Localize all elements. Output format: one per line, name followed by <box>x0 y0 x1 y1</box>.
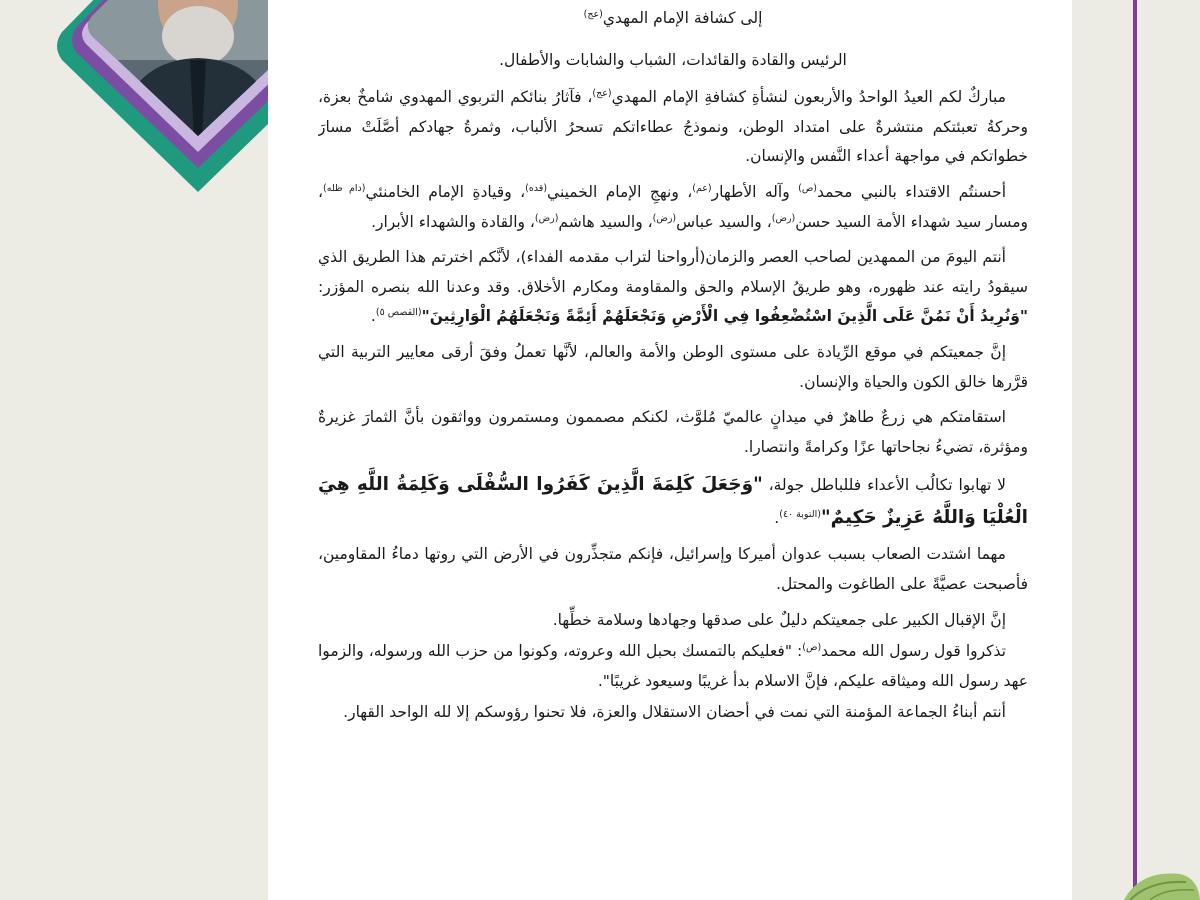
paragraph-2: أحسنتُم الاقتداء بالنبي محمد$^{(ص)}$ وآله الأطهار$^{(عم)}$، ونهجِ الإمام الخميني$^{(قده)}$، وقيادةِ الإمام الخامنئي$^{(دام ظله)}$، ومسار سيد شهداء الأمة السيد حسن$^{(رض)}$، والسيد عباس$^{(رض)}$، والسيد هاشم$^{(رض)}$، والقادة والشهداء الأبرار. <box>318 182 1028 231</box>
paragraph-8: إنَّ الإقبال الكبير على جمعيتكم دليلٌ على صدقها وجهادها وسلامة خطِّها. <box>552 610 1006 629</box>
verse-reference: (التوبة ٤٠) <box>779 509 821 521</box>
purple-margin-rule <box>1133 0 1137 900</box>
paragraph-5: استقامتكم هي زرعٌ طاهرٌ في ميدانٍ عالميّ مُلوَّث، لكنكم مصممون ومستمرون وواثقون بأنَّ الثمارَ غزيرةٌ ومؤثرة، تضيءُ نجاحاتها عزًا وكرامةً وانتصارا. <box>318 408 1028 456</box>
paragraph-3: أنتم اليومَ من الممهدين لصاحب العصر والزمان(أرواحنا لتراب مقدمه الفداء)، لأنَّكم اخترتم هذا الطريق الذي سيقودُ رايته عند ظهوره، وهو طريقُ الإسلام والحق والمقاومة ومكارم الأخلاق. وقد وعدنا الله بنصره المؤزر: "وَنُرِيدُ أَنْ نَمُنَّ عَلَى الَّذِينَ اسْتُضْعِفُوا فِي الْأَرْضِ وَنَجْعَلَهُمْ أَئِمَّةً وَنَجْعَلَهُمُ الْوَارِثِينَ"$^{(القصص ٥)}$. <box>318 248 1028 326</box>
addressee-text: إلى كشافة الإمام المهدي <box>602 9 763 27</box>
addressee-honorific: (عج) <box>583 8 603 20</box>
paragraph-9: تذكروا قول رسول الله محمد$^{(ص)}$: "فعليكم بالتمسك بحبل الله وعروته، وكونوا من حزب الله ورسوله، والزموا عهد رسول الله وميثاقه عليكم، فإنَّ الاسلام بدأ غريبًا وسيعود غريبًا". <box>318 641 1028 690</box>
audience-line: الرئيس والقادة والقائدات، الشباب والشابات والأطفال. <box>499 50 847 69</box>
paragraph-10-clipped: أنتم أبناءُ الجماعة المؤمنة التي نمت في أحضان الاستقلال والعزة، فلا تحنوا رؤوسكم إلا لله الواحد القهار. <box>343 703 1006 722</box>
portrait-beard <box>162 6 234 66</box>
leaf-decoration <box>1120 868 1200 900</box>
paragraph-6: لا تهابوا تكالُب الأعداء فللباطل جولة، "وَجَعَلَ كَلِمَةَ الَّذِينَ كَفَرُوا السُّفْلَى وَكَلِمَةُ اللَّهِ هِيَ الْعُلْيَا وَاللَّهُ عَزِيزٌ حَكِيمٌ"$^{(التوبة ٤٠)}$. <box>318 474 1028 529</box>
letter-body <box>318 0 1028 900</box>
addressee-line <box>318 4 1028 34</box>
verse-reference: (القصص ٥) <box>375 307 422 319</box>
paragraph-7: مهما اشتدت الصعاب بسبب عدوان أميركا وإسرائيل، فإنكم متجذِّرون في الأرض التي روتها دماءُ المقاومين، فأصبحت عصيَّةً على الطاغوت والمحتل. <box>318 545 1028 593</box>
paragraph-1: مباركٌ لكم العيدُ الواحدُ والأربعون لنشأةِ كشافةِ الإمام المهدي$^{(عج)}$، فآثارُ بنائكم التربوي المهدوي شامخٌ بعزة، وحركةُ تعبئتكم منتشرةٌ على امتداد الوطن، ونموذجُ عطاءاتكم تسحرُ الألباب، وثمرةُ جهادكم أصَّلَتْ مسارَ خطواتكم في مواجهة أعداء النَّفس والإنسان. <box>318 88 1028 166</box>
left-panel <box>0 0 268 900</box>
paragraph-4: إنَّ جمعيتكم في موقع الرِّيادة على مستوى الوطن والأمة والعالم، لأنَّها تعملُ وفقَ أرقى معايير التربية التي قرَّرها خالق الكون والحياة والإنسان. <box>318 342 1028 391</box>
quran-verse-qasas: "وَنُرِيدُ أَنْ نَمُنَّ عَلَى الَّذِينَ اسْتُضْعِفُوا فِي الْأَرْضِ وَنَجْعَلَهُمْ أَئِمَّةً وَنَجْعَلَهُمُ الْوَارِثِينَ" <box>421 307 1028 326</box>
quran-verse-tawba: "وَجَعَلَ كَلِمَةَ الَّذِينَ كَفَرُوا السُّفْلَى وَكَلِمَةُ اللَّهِ هِيَ الْعُلْيَا وَاللَّهُ عَزِيزٌ حَكِيمٌ" <box>318 474 1028 529</box>
